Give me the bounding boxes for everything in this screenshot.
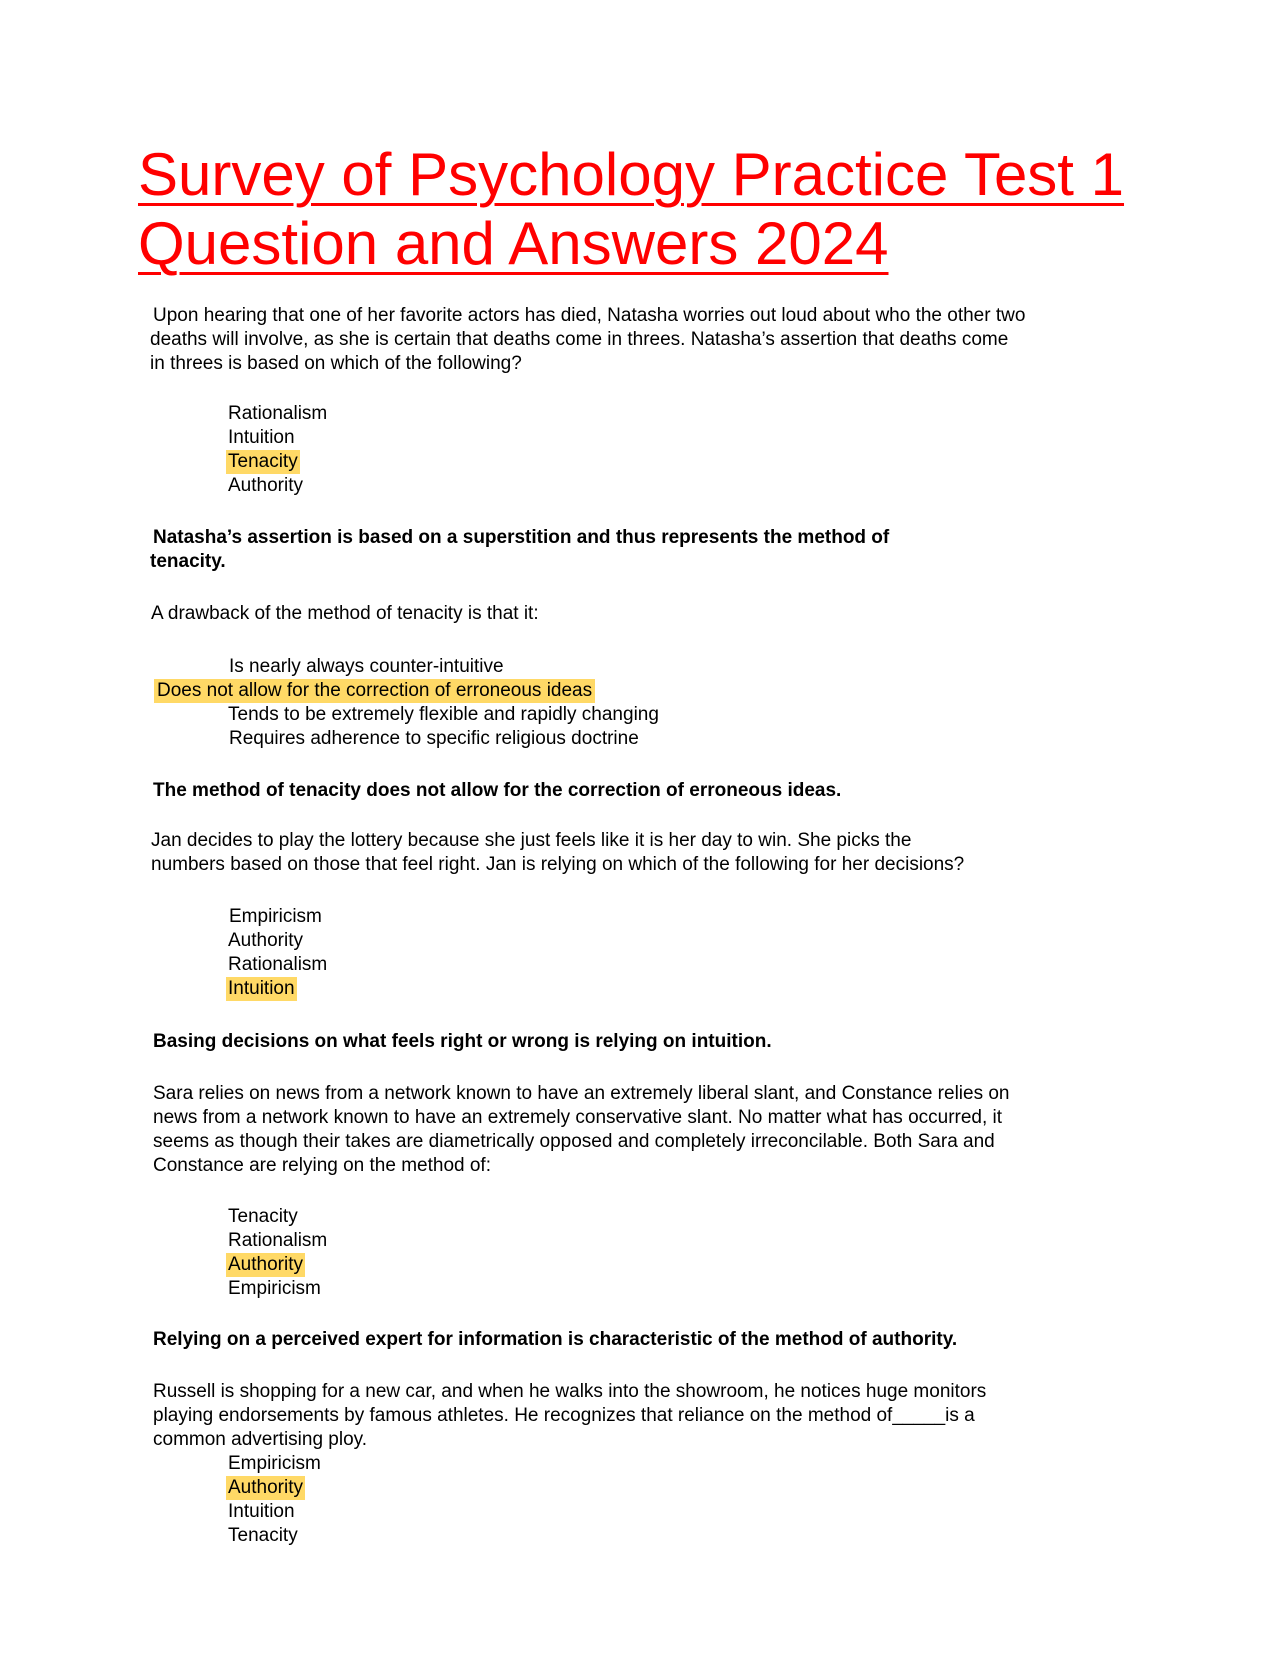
answer-option: Rationalism — [228, 954, 328, 975]
question-text-line: Jan decides to play the lottery because she just feels like it is her day to win. She picks the — [151, 830, 912, 851]
explanation-line: Basing decisions on what feels right or wrong is relying on intuition. — [153, 1031, 772, 1052]
answer-option-correct: Authority — [228, 1477, 303, 1498]
question-text-line: news from a network known to have an extremely conservative slant. No matter what has occurred, it — [153, 1107, 1003, 1128]
question-text-line: deaths will involve, as she is certain that deaths come in threes. Natasha’s assertion that deaths come — [150, 329, 1009, 350]
answer-option: Rationalism — [228, 1230, 328, 1251]
question-text-line: Constance are relying on the method of: — [153, 1155, 491, 1176]
explanation-line: tenacity. — [150, 551, 226, 572]
answer-option: Empiricism — [229, 906, 322, 927]
document-title — [138, 140, 1138, 278]
question-text-line: Russell is shopping for a new car, and when he walks into the showroom, he notices huge monitors — [153, 1381, 987, 1402]
question-text-line: playing endorsements by famous athletes. He recognizes that reliance on the method of_____is a — [153, 1405, 975, 1426]
answer-option-correct: Does not allow for the correction of erroneous ideas — [154, 679, 595, 703]
answer-option-correct: Tenacity — [228, 451, 298, 472]
question-text-line: Sara relies on news from a network known to have an extremely liberal slant, and Constance relies on — [153, 1083, 1010, 1104]
answer-option: Authority — [228, 930, 303, 951]
answer-option: Rationalism — [228, 403, 328, 424]
answer-option: Intuition — [228, 427, 295, 448]
answer-option: Tends to be extremely flexible and rapidly changing — [228, 704, 659, 725]
question-text-line: seems as though their takes are diametrically opposed and completely irreconcilable. Both Sara and — [153, 1131, 995, 1152]
answer-option: Requires adherence to specific religious doctrine — [229, 728, 639, 749]
question-text-line: common advertising ploy. — [153, 1429, 368, 1450]
title-line-1: Survey of Psychology Practice Test 1 — [138, 141, 1125, 208]
answer-option: Empiricism — [228, 1278, 321, 1299]
answer-option-correct: Authority — [228, 1254, 303, 1275]
answer-option: Tenacity — [228, 1206, 298, 1227]
question-text-line: A drawback of the method of tenacity is that it: — [151, 603, 539, 624]
answer-option: Tenacity — [228, 1525, 298, 1546]
answer-option: Authority — [228, 475, 303, 496]
explanation-line: Natasha’s assertion is based on a superstition and thus represents the method of — [153, 527, 890, 548]
title-line-2: Question and Answers 2024 — [138, 210, 889, 277]
question-text-line: numbers based on those that feel right. Jan is relying on which of the following for her decisions? — [151, 854, 965, 875]
answer-option-correct: Intuition — [228, 978, 295, 999]
explanation-line: Relying on a perceived expert for information is characteristic of the method of authority. — [153, 1329, 958, 1350]
answer-option: Empiricism — [228, 1453, 321, 1474]
explanation-line: The method of tenacity does not allow for the correction of erroneous ideas. — [153, 780, 842, 801]
question-text-line: in threes is based on which of the following? — [150, 353, 522, 374]
question-text-line: Upon hearing that one of her favorite actors has died, Natasha worries out loud about who the other two — [153, 305, 1026, 326]
answer-option: Intuition — [228, 1501, 295, 1522]
answer-option: Is nearly always counter-intuitive — [229, 656, 504, 677]
